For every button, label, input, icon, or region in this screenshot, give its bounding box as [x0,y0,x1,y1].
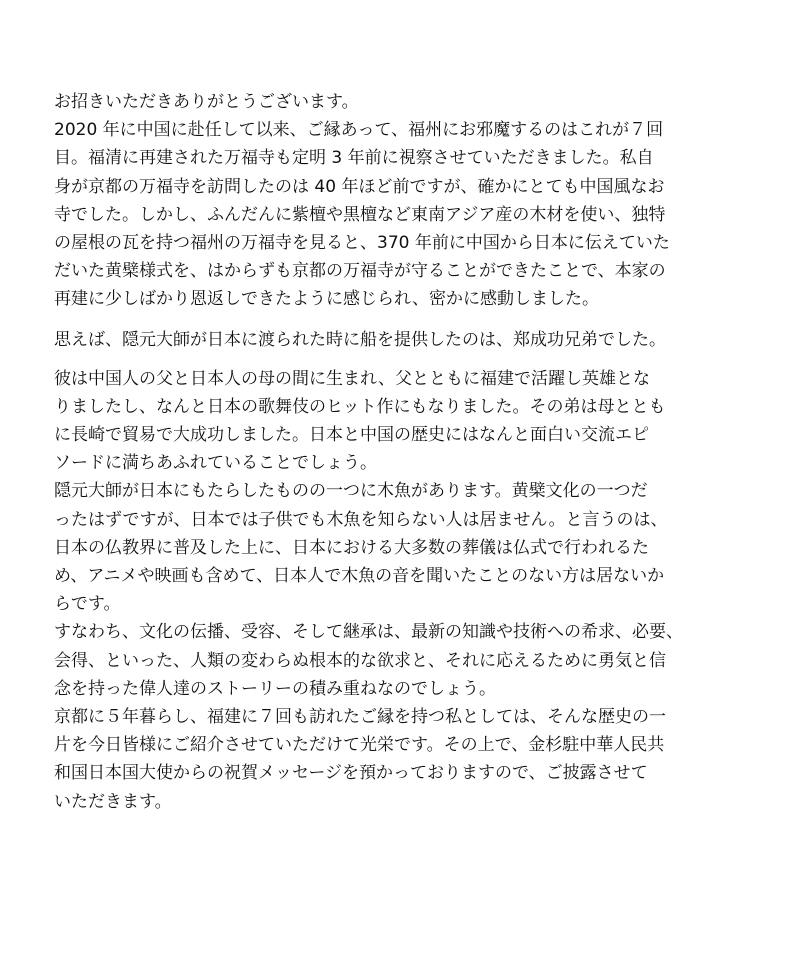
text-line: 再建に少しばかり恩返しできたように感じられ、密かに感動しました。 [54,289,600,310]
text-line: いただきます。 [54,791,172,812]
text-line: ソードに満ちあふれていることでしょう。 [54,453,377,474]
text-line: だいた黄檗様式を、はからずも京都の万福寺が守ることができたことで、本家の [54,261,666,282]
text-line: 片を今日皆様にご紹介させていただけて光栄です。その上で、金杉駐中華人民共 [54,735,665,756]
text-line: め、アニメや映画も含めて、日本人で木魚の音を聞いたことのない方は居ないか [54,566,665,586]
text-line: りましたし、なんと日本の歌舞伎のヒット作にもなりました。その弟は母ととも [54,396,666,417]
paragraph-greeting [54,88,776,314]
text-line: 和国日本国大使からの祝賀メッセージを預かっておりますので、ご披露させて [54,763,648,784]
text-line: 寺でした。しかし、ふんだんに紫檀や黒檀など東南アジア産の木材を使い、独特 [54,204,666,225]
text-line: すなわち、文化の伝播、受容、そして継承は、最新の知識や技術への希求、必要、 [54,622,683,643]
text-line: 隠元大師が日本にもたらしたものの一つに木魚があります。黄檗文化の一つだ [54,481,648,502]
text-line: 会得、といった、人類の変わらぬ根本的な欲求と、それに応えるために勇気と信 [54,650,666,671]
text-line: 思えば、隠元大師が日本に渡られた時に船を提供したのは、郑成功兄弟でした。 [54,329,666,350]
text-line: 目。福清に再建された万福寺も定明 3 年前に視察させていただきました。私自 [54,148,654,169]
speech-document [54,88,776,816]
paragraph-zheng-brothers [54,365,776,478]
paragraph-closing [54,703,776,816]
text-line: 2020 年に中国に赴任して以来、ご縁あって、福州にお邪魔するのはこれが７回 [54,120,664,141]
text-line: に長崎で貿易で大成功しました。日本と中国の歴史にはなんと面白い交流エピ [54,425,649,446]
text-line: 日本の仏教界に普及した上に、日本における大多数の葬儀は仏式で行われるた [54,537,649,558]
text-line: 念を持った偉人達のストーリーの積み重ねなのでしょう。 [54,678,496,699]
paragraph-ship [54,326,776,354]
text-line: らです。 [54,594,121,615]
paragraph-mokugyo [54,477,776,618]
text-line: 彼は中国人の父と日本人の母の間に生まれ、父とともに福建で活躍し英雄とな [54,368,651,389]
text-line: お招きいただきありがとうございます。 [54,92,359,112]
paragraph-culture [54,618,776,703]
text-line: ったはずですが、日本では子供でも木魚を知らない人は居ません。と言うのは、 [54,509,668,530]
text-line: 京都に５年暮らし、福建に７回も訪れたご縁を持つ私としては、そんな歴史の一 [54,706,666,727]
text-line: 身が京都の万福寺を訪問したのは 40 年ほど前ですが、確かにとても中国風なお [54,176,665,197]
text-line: の屋根の瓦を持つ福州の万福寺を見ると、370 年前に中国から日本に伝えていた [54,232,670,253]
